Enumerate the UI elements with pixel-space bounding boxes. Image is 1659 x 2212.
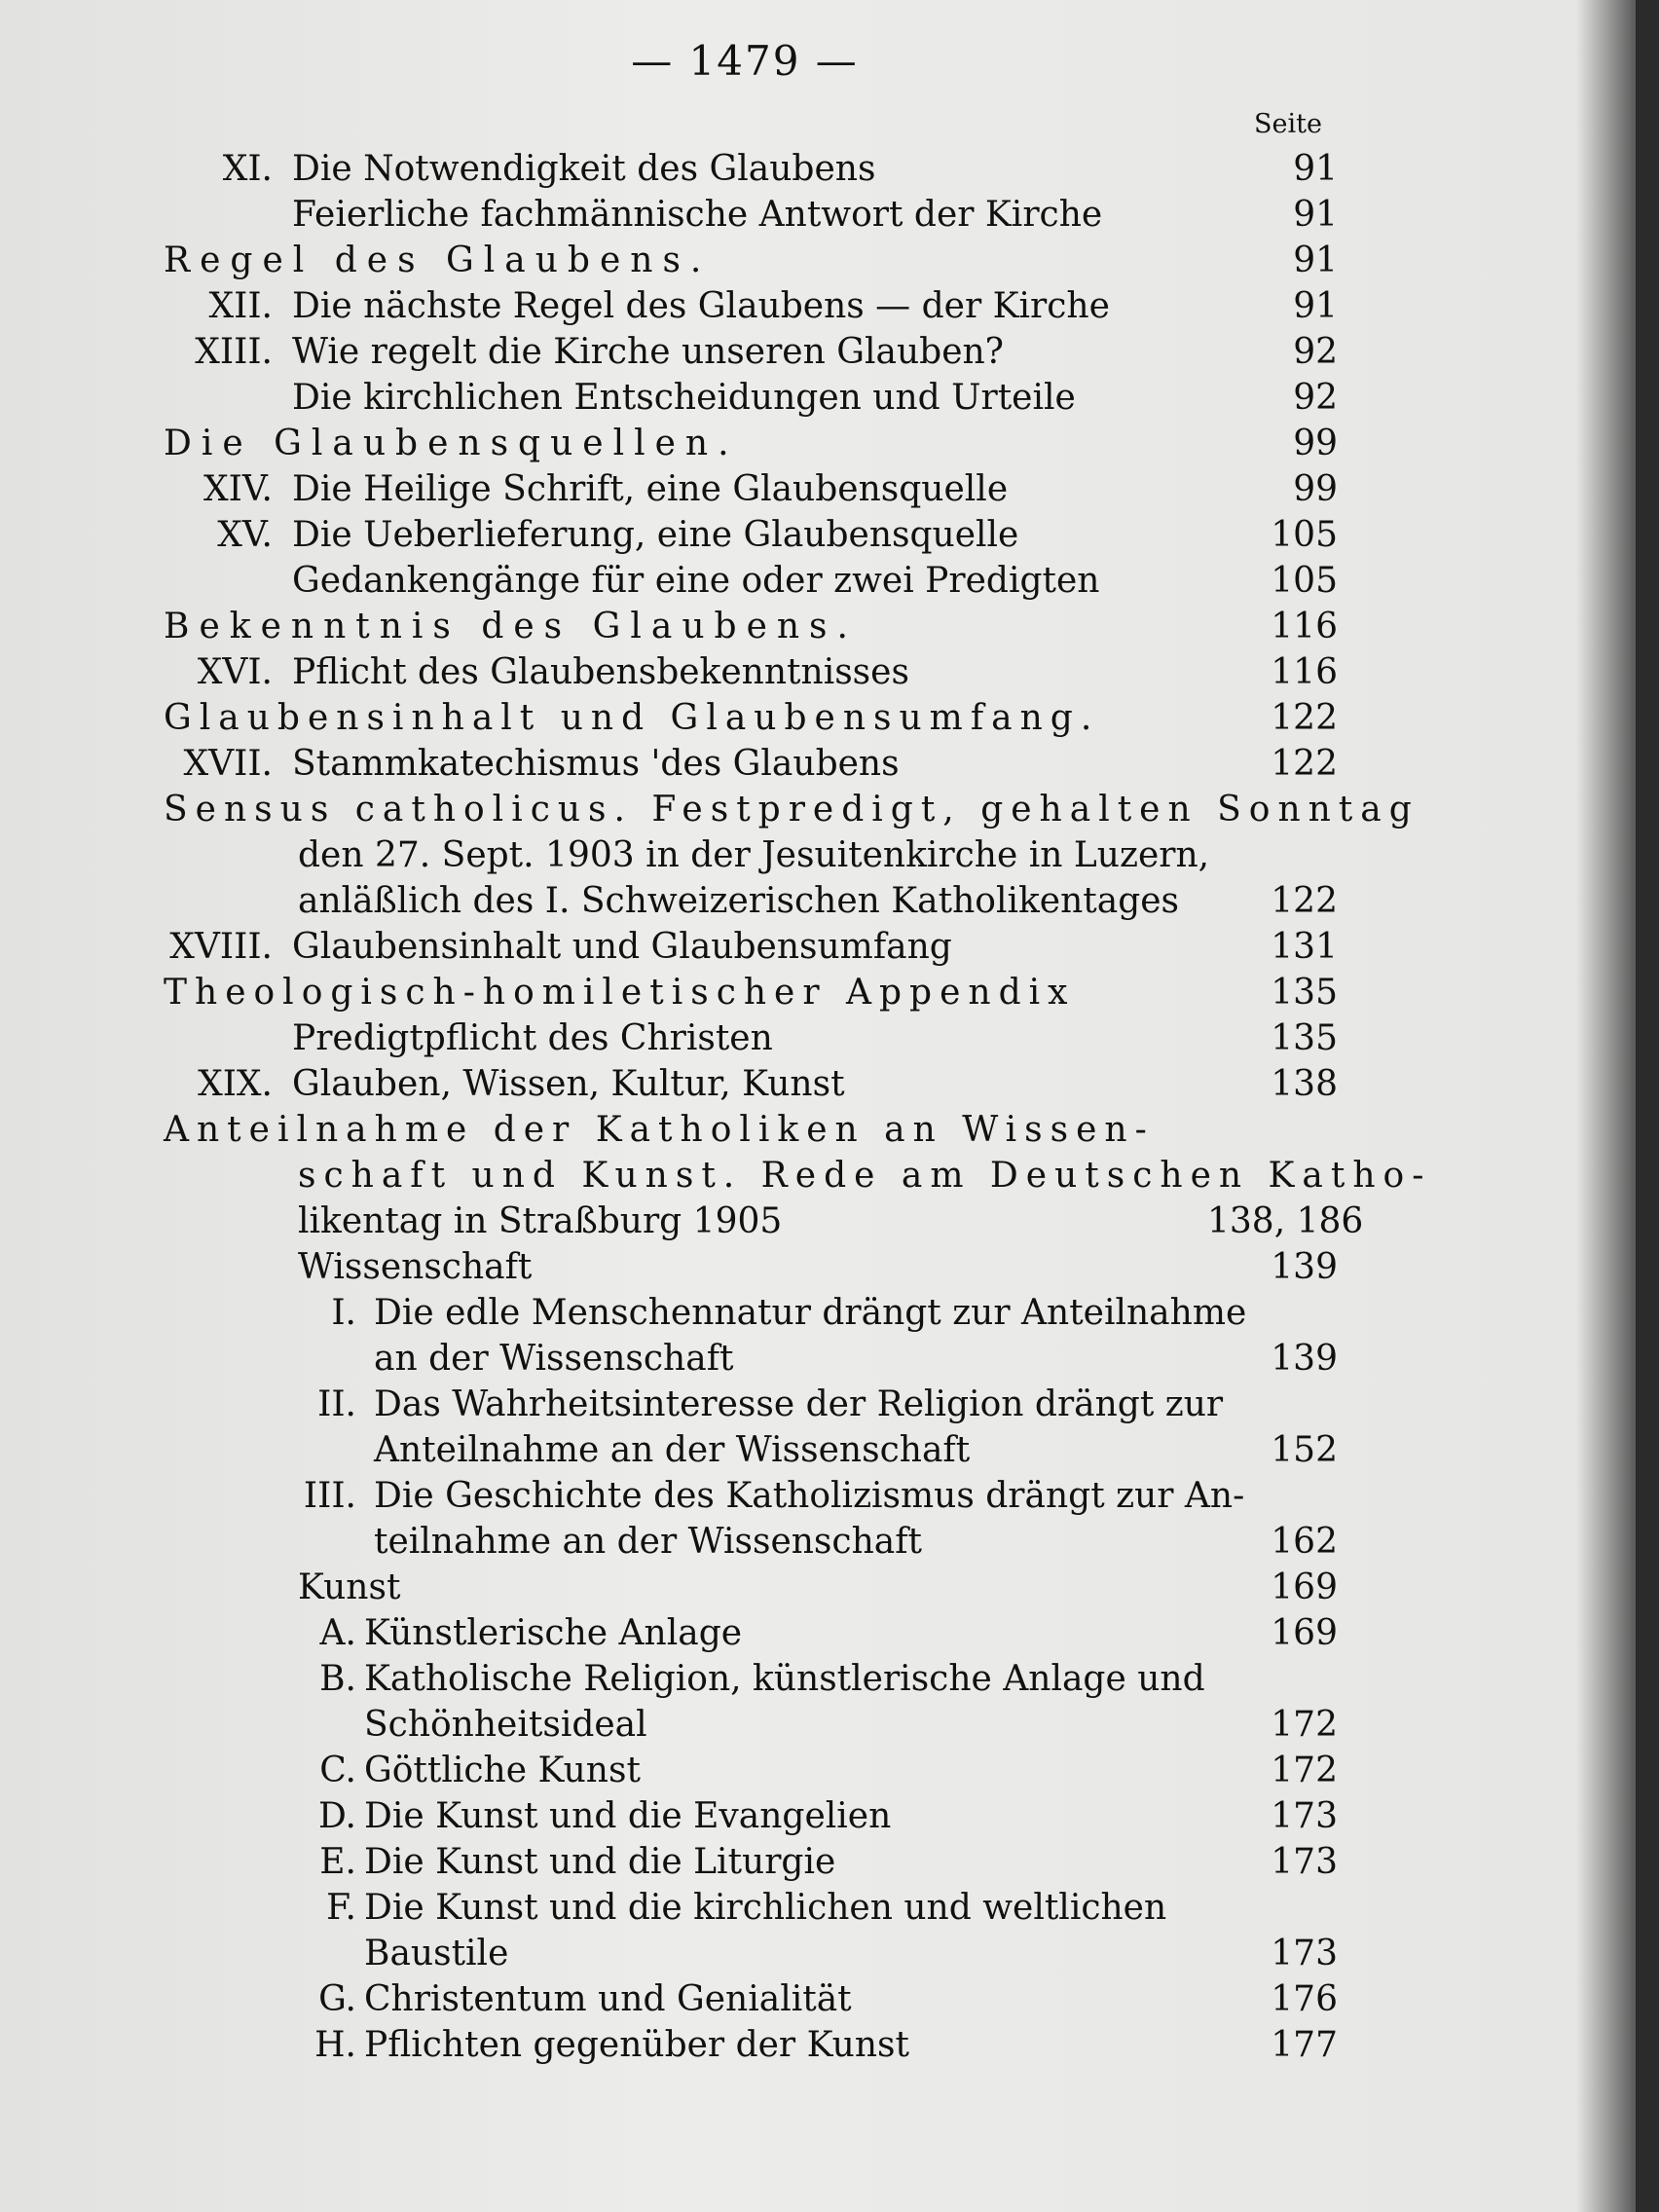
entry-title: Die nächste Regel des Glaubens — der Kirche bbox=[292, 286, 1110, 326]
entry-page: 173 bbox=[1271, 1842, 1338, 1882]
entry-title: Pflichten gegenüber der Kunst bbox=[364, 2025, 909, 2065]
toc-entry bbox=[0, 558, 1659, 604]
entry-page: 91 bbox=[1293, 240, 1338, 280]
toc-entry bbox=[0, 741, 1659, 787]
entry-number: H. bbox=[314, 2025, 356, 2065]
entry-page: 138 bbox=[1271, 1064, 1338, 1104]
section-title: Sensus catholicus. Festpredigt, gehalten Sonntag bbox=[164, 790, 1419, 830]
entry-title: Glauben, Wissen, Kultur, Kunst bbox=[292, 1064, 845, 1104]
entry-page: 105 bbox=[1271, 561, 1338, 601]
entry-page: 172 bbox=[1271, 1705, 1338, 1745]
toc-entry bbox=[0, 1244, 1659, 1290]
section-title: Theologisch-homiletischer Appendix bbox=[164, 973, 1076, 1013]
book-spine-shadow bbox=[1636, 0, 1659, 2212]
entry-page: 176 bbox=[1271, 1979, 1338, 2019]
entry-page: 92 bbox=[1293, 378, 1338, 418]
entry-page: 116 bbox=[1271, 607, 1338, 646]
toc-entry bbox=[0, 146, 1659, 192]
entry-title: Kunst bbox=[298, 1567, 401, 1607]
entry-page: 105 bbox=[1271, 515, 1338, 555]
entry-title: schaft und Kunst. Rede am Deutschen Katho- bbox=[298, 1156, 1432, 1196]
entry-title: anläßlich des I. Schweizerischen Katholikentages bbox=[298, 881, 1180, 921]
toc-section-heading bbox=[0, 421, 1659, 466]
entry-title: Pflicht des Glaubensbekenntnisses bbox=[292, 652, 909, 692]
entry-title: Predigtpflicht des Christen bbox=[292, 1018, 773, 1058]
entry-number: XIII. bbox=[195, 332, 273, 372]
entry-page: 139 bbox=[1271, 1247, 1338, 1287]
entry-title: Feierliche fachmännische Antwort der Kirche bbox=[292, 195, 1103, 235]
entry-number: III. bbox=[303, 1476, 356, 1516]
toc-entry bbox=[0, 1656, 1659, 1702]
toc-entry bbox=[0, 1290, 1659, 1336]
entry-title: Die Ueberlieferung, eine Glaubensquelle bbox=[292, 515, 1019, 555]
toc-entry bbox=[0, 466, 1659, 512]
entry-title: Die Kunst und die kirchlichen und weltlichen bbox=[364, 1888, 1167, 1928]
toc-entry bbox=[0, 1519, 1659, 1565]
toc-section-heading bbox=[0, 787, 1659, 832]
toc-entry bbox=[0, 1610, 1659, 1656]
entry-title: Die Kunst und die Evangelien bbox=[364, 1796, 892, 1836]
table-of-contents bbox=[0, 146, 1659, 2068]
entry-title: Die Kunst und die Liturgie bbox=[364, 1842, 836, 1882]
entry-page: 91 bbox=[1293, 286, 1338, 326]
entry-number: E. bbox=[319, 1842, 356, 1882]
toc-entry bbox=[0, 1198, 1659, 1244]
entry-number: G. bbox=[318, 1979, 356, 2019]
entry-number: I. bbox=[331, 1293, 356, 1333]
entry-number: B. bbox=[319, 1659, 356, 1699]
entry-number: XV. bbox=[217, 515, 273, 555]
toc-section-heading bbox=[0, 238, 1659, 283]
entry-page: 152 bbox=[1271, 1430, 1338, 1470]
entry-page: 135 bbox=[1271, 1018, 1338, 1058]
entry-title: Das Wahrheitsinteresse der Religion drängt zur bbox=[374, 1384, 1224, 1424]
toc-entry bbox=[0, 192, 1659, 238]
entry-number: XVII. bbox=[183, 744, 273, 784]
entry-page: 91 bbox=[1293, 149, 1338, 189]
entry-page: 135 bbox=[1271, 973, 1338, 1013]
toc-entry bbox=[0, 1153, 1659, 1198]
entry-page: 122 bbox=[1271, 698, 1338, 738]
entry-title: Künstlerische Anlage bbox=[364, 1613, 743, 1653]
entry-number: XVI. bbox=[197, 652, 273, 692]
entry-title: Katholische Religion, künstlerische Anlage und bbox=[364, 1659, 1205, 1699]
entry-page: 169 bbox=[1271, 1567, 1338, 1607]
toc-section-heading bbox=[0, 604, 1659, 649]
toc-entry bbox=[0, 1382, 1659, 1427]
entry-title: Die Notwendigkeit des Glaubens bbox=[292, 149, 876, 189]
toc-entry bbox=[0, 375, 1659, 421]
entry-page: 169 bbox=[1271, 1613, 1338, 1653]
toc-entry bbox=[0, 1839, 1659, 1885]
toc-entry bbox=[0, 1702, 1659, 1748]
entry-page: 122 bbox=[1271, 744, 1338, 784]
entry-title: Baustile bbox=[364, 1934, 509, 1973]
entry-page: 139 bbox=[1271, 1339, 1338, 1379]
entry-page: 173 bbox=[1271, 1934, 1338, 1973]
entry-page: 177 bbox=[1271, 2025, 1338, 2065]
entry-title: Wissenschaft bbox=[298, 1247, 533, 1287]
toc-section-heading bbox=[0, 695, 1659, 741]
toc-entry bbox=[0, 1427, 1659, 1473]
toc-entry bbox=[0, 512, 1659, 558]
entry-page: 116 bbox=[1271, 652, 1338, 692]
entry-number: D. bbox=[317, 1796, 356, 1836]
toc-entry bbox=[0, 1336, 1659, 1382]
toc-entry bbox=[0, 2022, 1659, 2068]
entry-title: Göttliche Kunst bbox=[364, 1751, 641, 1790]
entry-page: 99 bbox=[1293, 424, 1338, 463]
toc-entry bbox=[0, 924, 1659, 970]
entry-title: Die Heilige Schrift, eine Glaubensquelle bbox=[292, 469, 1009, 509]
toc-entry bbox=[0, 1976, 1659, 2022]
entry-page: 92 bbox=[1293, 332, 1338, 372]
toc-entry bbox=[0, 1015, 1659, 1061]
entry-page: 172 bbox=[1271, 1751, 1338, 1790]
section-title: Glaubensinhalt und Glaubensumfang. bbox=[164, 698, 1100, 738]
toc-entry bbox=[0, 1793, 1659, 1839]
section-title: Bekenntnis des Glaubens. bbox=[164, 607, 858, 646]
entry-page: 99 bbox=[1293, 469, 1338, 509]
entry-number: XII. bbox=[208, 286, 273, 326]
entry-page: 162 bbox=[1271, 1522, 1338, 1562]
entry-number: XI. bbox=[222, 149, 273, 189]
entry-number: C. bbox=[319, 1751, 356, 1790]
toc-entry bbox=[0, 878, 1659, 924]
section-title: Regel des Glaubens. bbox=[164, 240, 712, 280]
entry-title: Stammkatechismus 'des Glaubens bbox=[292, 744, 900, 784]
section-title: Die Glaubensquellen. bbox=[164, 424, 739, 463]
entry-title: Die Geschichte des Katholizismus drängt zur An- bbox=[374, 1476, 1245, 1516]
entry-title: an der Wissenschaft bbox=[374, 1339, 734, 1379]
entry-number: XIV. bbox=[203, 469, 273, 509]
entry-title: Christentum und Genialität bbox=[364, 1979, 852, 2019]
entry-title: likentag in Straßburg 1905 bbox=[298, 1201, 783, 1241]
entry-page: 131 bbox=[1271, 927, 1338, 967]
toc-entry bbox=[0, 1885, 1659, 1931]
entry-number: A. bbox=[319, 1613, 356, 1653]
entry-number: F. bbox=[326, 1888, 356, 1928]
entry-page: 173 bbox=[1271, 1796, 1338, 1836]
toc-section-heading bbox=[0, 1107, 1659, 1153]
page-number: — 1479 — bbox=[631, 37, 859, 85]
toc-entry bbox=[0, 832, 1659, 878]
entry-page: 138, 186 bbox=[1207, 1201, 1364, 1241]
entry-page: 91 bbox=[1293, 195, 1338, 235]
entry-title: Glaubensinhalt und Glaubensumfang bbox=[292, 927, 952, 967]
entry-title: Wie regelt die Kirche unseren Glauben? bbox=[292, 332, 1004, 372]
toc-entry bbox=[0, 1565, 1659, 1610]
section-title: Anteilnahme der Katholiken an Wissen- bbox=[164, 1110, 1155, 1150]
entry-title: teilnahme an der Wissenschaft bbox=[374, 1522, 923, 1562]
toc-section-heading bbox=[0, 970, 1659, 1015]
entry-page: 122 bbox=[1271, 881, 1338, 921]
toc-entry bbox=[0, 329, 1659, 375]
toc-entry bbox=[0, 1473, 1659, 1519]
toc-entry bbox=[0, 649, 1659, 695]
entry-number: II. bbox=[317, 1384, 356, 1424]
toc-entry bbox=[0, 1748, 1659, 1793]
seite-header: Seite bbox=[1254, 109, 1322, 139]
entry-title: Anteilnahme an der Wissenschaft bbox=[374, 1430, 971, 1470]
entry-title: Gedankengänge für eine oder zwei Predigten bbox=[292, 561, 1100, 601]
entry-number: XVIII. bbox=[169, 927, 273, 967]
entry-title: Schönheitsideal bbox=[364, 1705, 647, 1745]
toc-entry bbox=[0, 1061, 1659, 1107]
entry-number: XIX. bbox=[198, 1064, 273, 1104]
entry-title: Die edle Menschennatur drängt zur Anteilnahme bbox=[374, 1293, 1247, 1333]
toc-entry bbox=[0, 1931, 1659, 1976]
entry-title: den 27. Sept. 1903 in der Jesuitenkirche in Luzern, bbox=[298, 835, 1210, 875]
toc-entry bbox=[0, 283, 1659, 329]
entry-title: Die kirchlichen Entscheidungen und Urteile bbox=[292, 378, 1076, 418]
